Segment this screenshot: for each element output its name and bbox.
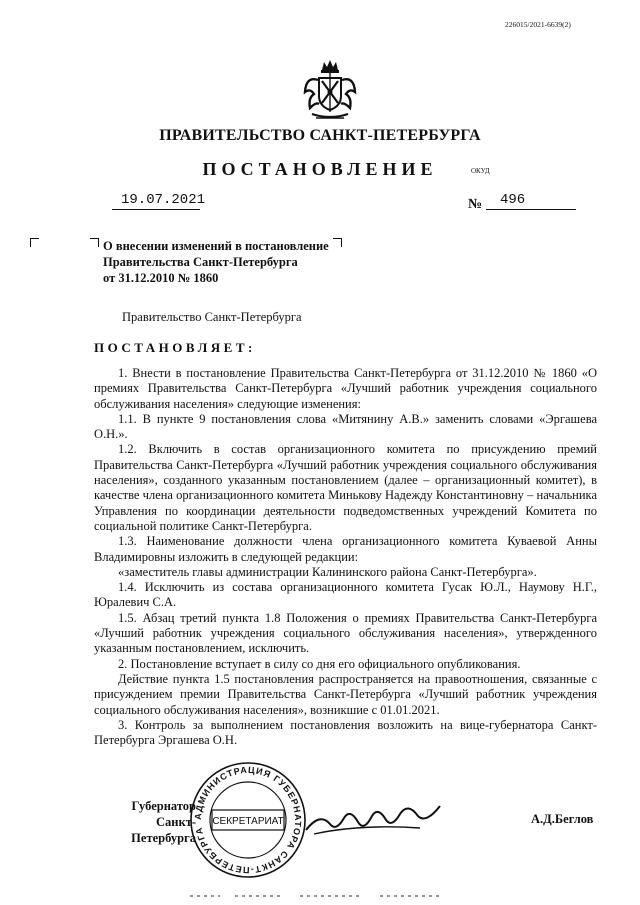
role-line-2: Санкт-Петербурга <box>131 815 196 845</box>
secretariat-stamp <box>188 760 308 880</box>
number-underline <box>486 209 576 210</box>
subject-bracket-mid <box>90 238 99 247</box>
stamp-center-text: СЕКРЕТАРИАТ <box>212 816 284 827</box>
subject-line-3: от 31.12.2010 № 1860 <box>103 271 219 285</box>
number-sign: № <box>468 197 483 212</box>
paragraph: 1.2. Включить в состав организационного комитета по присуждению премий Правительства Санкт-Петербурга «Лучший работник учреждения социального обслуживания населения», созданного указанным постановлением (далее – организационный комитет), в качестве члена организационного комитета Минькову Надежду Константиновну – начальника Управления по координации деятельности подведомственных учреждений Комитета по социальной политике Санкт-Петербурга. <box>94 442 597 533</box>
paragraph: «заместитель главы администрации Калининского района Санкт-Петербурга». <box>118 564 537 579</box>
decree-heading: ПОСТАНОВЛЯЕТ: <box>94 340 256 355</box>
paragraph: 1. Внести в постановление Правительства Санкт-Петербурга от 31.12.2010 № 1860 «О премиях Правительства Санкт-Петербурга «Лучший работник учреждения социального обслуживания населения» следующие изменения: <box>94 366 597 411</box>
signatory-name: А.Д.Беглов <box>531 812 594 826</box>
document-type-heading: ПОСТАНОВЛЕНИЕ <box>202 159 438 179</box>
paragraph: 3. Контроль за выполнением постановления возложить на вице-губернатора Санкт-Петербурга Эргашева О.Н. <box>94 717 597 748</box>
government-title: ПРАВИТЕЛЬСТВО САНКТ-ПЕТЕРБУРГА <box>159 127 481 144</box>
signatory-role <box>92 798 196 846</box>
document-registration-number: 226015/2021-6639(2) <box>505 20 571 29</box>
subject-line-1: О внесении изменений в постановление <box>103 239 329 253</box>
paragraph: 1.4. Исключить из состава организационного комитета Гусак Ю.Л., Наумову Н.Г., Юралевич С.А. <box>94 580 597 610</box>
document-number: 496 <box>500 192 526 208</box>
role-line-1: Губернатор <box>131 799 196 813</box>
paragraph: Действие пункта 1.5 постановления распространяется на правоотношения, связанные с присуждением премии Правительства Санкт-Петербурга «Лучший работник учреждения социального обслуживания населения», возникшие с 01.01.2021. <box>94 671 597 717</box>
paragraph: 1.1. В пункте 9 постановления слова «Митянину А.В.» заменить словами «Эргашева О.Н.». <box>94 411 597 442</box>
date-underline <box>112 209 200 210</box>
paragraph: 1.3. Наименование должности члена организационного комитета Куваевой Анны Владимировны изложить в следующей редакции: <box>94 534 597 564</box>
stamp-outer-text: АДМИНИСТРАЦИЯ ГУБЕРНАТОРА САНКТ-ПЕТЕРБУРГА <box>192 764 304 876</box>
okud-label: ОКУД <box>471 167 490 175</box>
subject-line-2: Правительства Санкт-Петербурга <box>103 255 298 269</box>
handwritten-signature <box>300 790 450 850</box>
preamble: Правительство Санкт-Петербурга <box>122 310 302 324</box>
subject-bracket-left <box>30 238 39 247</box>
paragraph: 1.5. Абзац третий пункта 1.8 Положения о премиях Правительства Санкт-Петербурга «Лучший работник учреждения социального обслуживания населения», утвержденного указанным постановлением, исключить. <box>94 610 597 656</box>
paragraph: 2. Постановление вступает в силу со дня его официального опубликования. <box>118 656 521 671</box>
document-subject <box>103 238 363 286</box>
coat-of-arms-emblem <box>302 58 358 122</box>
decree-body <box>94 366 597 748</box>
bottom-scan-artifact <box>190 893 440 899</box>
document-date: 19.07.2021 <box>121 192 206 208</box>
